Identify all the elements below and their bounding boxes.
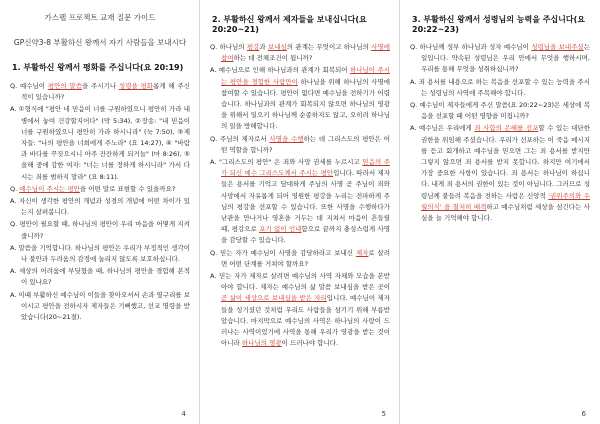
body-text: Q. 하나님께 성부 하나님과 성자 예수님이	[410, 43, 532, 51]
highlighted-text: 예수님이 주시는 평안	[19, 184, 80, 193]
answer-paragraph	[10, 104, 190, 182]
body-text: 하나님을 위해 하나님의 사명에 참여할 수 있습니다. 평안이 없다면 예수님을 전하기가 어렵습니다. 하나님과의 관계가 회복되지 않으면 하나님의 영광을 위해서 일으키 하나님께 순종하지도 않고, 오히려 하나님의 일을 방해합니다.	[221, 77, 390, 131]
highlighted-text: 성령님을 보내주셨	[531, 43, 584, 51]
body-text: A. 말씀을 기억합니다. 하나님의 평안은 우리가 부정적인 생각이나 불안과 두려움의 감정에 눌리지 않도록 보호하십니다.	[10, 243, 190, 264]
highlighted-text: 평강	[246, 43, 260, 51]
body-text: Q. 믿는 자가 예수님이 사명을 감당하라고 보내신	[210, 248, 356, 257]
question-paragraph	[410, 42, 590, 76]
section-title: 3. 부활하신 왕께서 성령님의 능력을 주십니다(요 20:22~23)	[412, 15, 586, 34]
highlighted-text: 믿음의 주가 되신 예수 그리스도께서 주시는 평안	[221, 158, 390, 178]
highlighted-text: 제자	[355, 248, 369, 257]
body-text: 입니다. 예수님이 제자들을 성기셨던 것처럼 우리도 사람들을 섬기기 위해 부름받았습니다. 마지막으로 예수님의 사역은 하나님의 사랑이 드러나는 사역이었기에 사역을 통해 우리가 영광을 받는 것이 아니라	[221, 294, 390, 348]
highlighted-text: 하나님이 주시는 평안을 경험한 사람만이	[221, 66, 390, 86]
page-6	[400, 0, 600, 424]
answer-paragraph	[210, 271, 390, 349]
document-subtitle: GP신약3-8 부활하신 왕께서 자기 사람들을 보내시다	[13, 38, 187, 47]
body-text: 을 주시기나	[82, 82, 119, 90]
body-text: A. 예수님으로 인해 하나님과의 관계가 회복되어	[210, 66, 350, 75]
body-text: Q. 주님의 제자로서	[210, 134, 270, 143]
document-title: 가스펠 프로젝트 교재 질문 가이드	[44, 13, 156, 22]
body-text: A. 자신이 생각한 평안의 개념과 성경의 개념에 어떤 차이가 있는지 살펴봅니다.	[10, 197, 190, 217]
body-text: Q. 하나님의	[210, 43, 247, 51]
question-paragraph	[10, 219, 190, 241]
highlighted-text: 사명을 수행	[269, 134, 304, 143]
body-text: 하는 데 전체조건이 됩니까?	[233, 54, 313, 63]
body-text: 는 일입니다. 약속된 성령님은 우리 안에서 무엇을 행하시며, 우리를 통해 무엇을 성취하십니까?	[421, 43, 590, 74]
body-text: A. 죄 용서를 내용으로 하는 복음을 선포할 수 있는 능력을 주시는 성령님의 사역에 주목해야 합니다.	[410, 77, 590, 97]
body-text: A. "그리스도의 평안" 은 죄와 사망 권세를 누르시고	[210, 158, 363, 167]
body-text: 입니다. 따라서 제자들은 용서를 기억고 담대하게 주님의 사명 곧 주님이 죄와 사망에서 자유롭게 되어 영원한 평강을 누리는 전파하게 주님의 평강을 선포할 수 있습니다. 또한 사명을 수행하다가 난관을 만나거나 영혼을 거두는 데 지쳐서 마음이 흔들릴 때, 평강으로	[221, 169, 390, 234]
body-text: 하는 데 그리스도의 평안은 어떤 역할을 합니까?	[221, 134, 390, 154]
body-text: 의 관계는 무엇이고 하나님의	[286, 43, 372, 51]
answer-paragraph	[410, 123, 590, 224]
highlighted-text: 하나님의 영광	[241, 339, 282, 348]
body-text: Q. 예수님이	[10, 82, 48, 90]
body-text: 함으로 끝까지 충성스럽게 사명을 감당할 수 있습니다.	[221, 225, 391, 245]
body-text: A. 예수님은 우리에게	[410, 124, 475, 133]
answer-paragraph	[210, 65, 390, 132]
body-text: A. 이때 부활하신 예수님이 이들을 찾아오셔서 손과 옆구리를 보이시고 평안을 전하시자 제자들은 기뻐했고, 선교 명령을 받았습니다(20~21절).	[10, 290, 190, 322]
body-text: 을 어떤 말로 표현할 수 있을까요?	[79, 184, 176, 193]
page-number: 6	[581, 410, 586, 418]
highlighted-text: 평안의 말씀	[47, 82, 82, 90]
body-text: Q. 예수님이 제자들에게 주신 말씀(요 20:22~23)은 세상에 복음을 선포할 때 어떤 영향을 미칩니까?	[410, 101, 590, 121]
question-paragraph	[210, 42, 390, 64]
highlighted-text: '권위주의와 우월의식' 을 철저히 배격	[421, 191, 591, 211]
body-text: A. 세상의 어려움에 부딪혔을 때, 하나님의 평안을 경험해 본적이 있나요?	[10, 267, 190, 287]
highlighted-text: 사명에 참여	[221, 43, 390, 63]
body-text: 할 수 있는 대단한 권한을 위임해 주셨습니다. 우리가 선포하는 이 죽음 메시지를 듣고 회개하고 예수님을 믿으면 그는 죄 용서를 받지만 그렇지 않으면 죄 용서를 받지 못합니다. 하지만 여기에서 가장 중요한 사항이 있습니다. 죄 용서는 하나님이 하십니다. 내게 죄 용서의 권한이 있는 것이 아닙니다. 그러므로 성령님께 붙들려 복음을 전하는 사람은 신앙적	[421, 124, 590, 200]
answer-paragraph	[410, 77, 590, 99]
body-text: 이 드러나야 합니다.	[281, 339, 339, 348]
section-title: 1. 부활하신 왕께서 평화를 주십니다(요 20:19)	[12, 63, 184, 72]
body-text: Q. 평안이 필요할 때, 하나님의 평안이 우리 마음을 어떻게 지켜줍니까?	[10, 220, 190, 240]
answer-paragraph	[210, 157, 390, 247]
question-paragraph	[410, 100, 590, 122]
body-text: A. 믿는 자가 제자로 살려면 예수님의 사역 자체와 모습을 본받아야 합니다. 제자는 예수님의 삶 말씀 보내심을 받은 곳이	[210, 272, 390, 292]
page-number: 5	[381, 410, 386, 418]
body-text: 하고 예수님처럼 세상을 섬긴다는 사실을 늘 기억해야 합니다.	[421, 202, 590, 223]
body-text: Q.	[10, 184, 20, 193]
highlighted-text: 포기 없이 인내	[259, 225, 302, 234]
page-5	[200, 0, 400, 424]
answer-paragraph	[10, 243, 190, 265]
answer-paragraph	[10, 290, 190, 324]
answer-paragraph	[10, 196, 190, 218]
question-paragraph	[10, 184, 190, 195]
question-paragraph	[210, 248, 390, 270]
qa-list	[410, 42, 590, 224]
question-paragraph	[10, 81, 190, 103]
highlighted-text: 성령을 평화	[118, 82, 154, 90]
page-4	[0, 0, 200, 424]
section-title: 2. 부활하신 왕께서 제자들을 보내십니다(요 20:20~21)	[212, 15, 367, 34]
body-text: 로 살려면 어떤 단계를 거쳐야 할까요?	[221, 248, 390, 268]
answer-paragraph	[10, 266, 190, 288]
highlighted-text: 곧 삶이 세상으로 보내심을 받은 자리	[221, 294, 327, 303]
qa-list	[10, 81, 190, 323]
question-paragraph	[210, 134, 390, 156]
qa-list	[210, 42, 390, 349]
body-text: 과	[259, 43, 268, 51]
highlighted-text: 죄 사함의 은혜를 선포	[474, 124, 539, 133]
body-text: 롭게 해 주신 적이 있습니까?	[21, 82, 191, 102]
page-number: 4	[181, 410, 186, 418]
highlighted-text: 보내심	[267, 43, 287, 51]
body-text: A. ①형식에 "평안 네 믿음이 너를 구원하였으니 평안히 가라 내 병에서 놓여 건강할지어다" (막 5:34), ②장송: "내 믿음이 너를 구원하였으니 평안히 가라 하시니라" (눅 7:50), ③제자들: "나의 평안을 너희에게 주노라" (요 14:27), ④ "바람과 바다를 꾸짖으시니 아주 잔잔하게 되거늘" (마 8:26), ⑤올해 중에 감한 여자: "너는 너를 정하게 하시니라" 가서 다시는 죄를 범하지 말라" (요 8:11).	[10, 105, 190, 181]
